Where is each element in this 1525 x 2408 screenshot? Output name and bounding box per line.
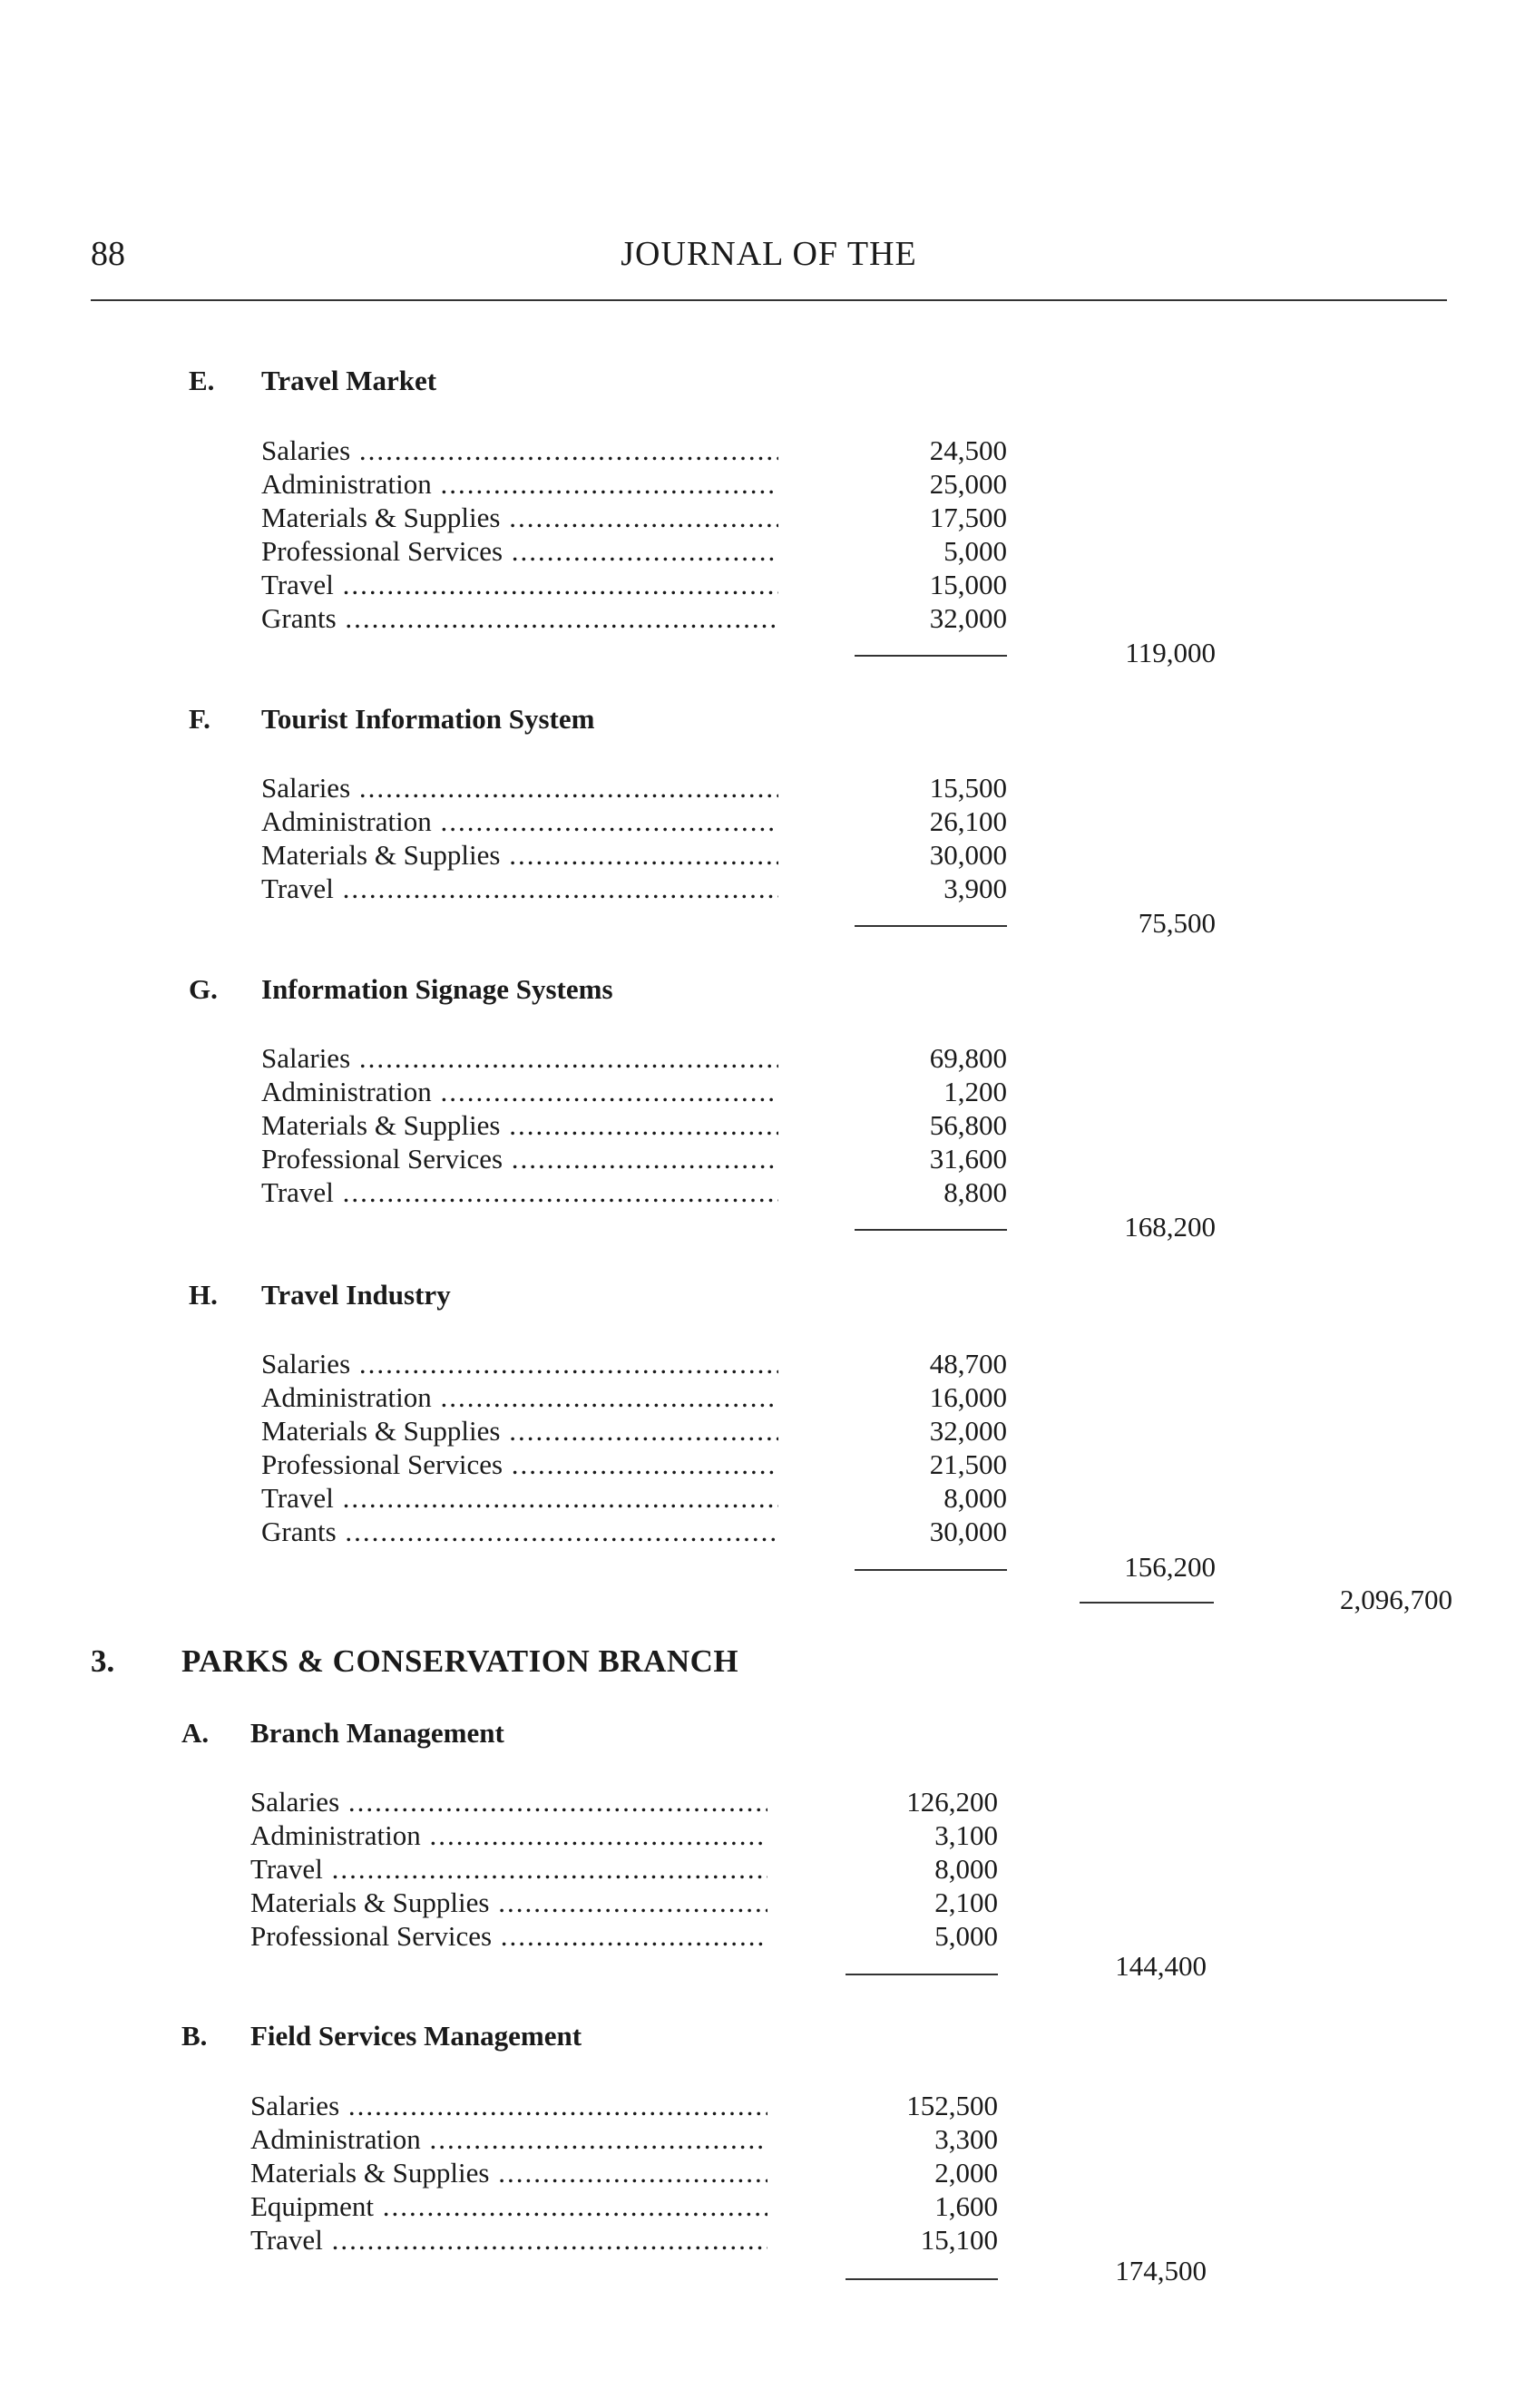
item-label: Salaries ..... xyxy=(261,772,778,804)
item-value: 15,000 xyxy=(929,569,1007,600)
list-item xyxy=(0,1786,1525,1819)
item-label: Travel ..... xyxy=(250,2224,767,2257)
list-item xyxy=(0,2224,1525,2257)
branch-number: 3. xyxy=(91,1643,115,1679)
section-total: 156,200 xyxy=(1124,1551,1216,1583)
item-value: 69,800 xyxy=(929,1042,1007,1074)
item-label: Salaries ..... xyxy=(261,1042,778,1075)
item-label: Grants ..... xyxy=(261,602,778,635)
page-header xyxy=(91,234,1447,279)
branch-title: PARKS & CONSERVATION BRANCH xyxy=(181,1643,739,1679)
section-total: 144,400 xyxy=(1115,1950,1207,1982)
item-label: Professional Services ..... xyxy=(261,535,778,568)
list-item xyxy=(0,434,1525,468)
section-letter: G. xyxy=(189,973,218,1005)
item-value: 15,100 xyxy=(920,2224,998,2256)
list-item xyxy=(0,1415,1525,1448)
list-item xyxy=(0,1482,1525,1516)
section-title: Travel Market xyxy=(261,365,437,396)
item-label: Travel ..... xyxy=(250,1853,767,1886)
list-item xyxy=(0,1176,1525,1210)
item-value: 3,900 xyxy=(943,873,1007,904)
list-item xyxy=(0,1109,1525,1143)
section-letter: F. xyxy=(189,703,210,735)
item-value: 5,000 xyxy=(943,535,1007,567)
item-value: 31,600 xyxy=(929,1143,1007,1175)
item-value: 5,000 xyxy=(934,1920,998,1952)
section-letter: H. xyxy=(189,1279,218,1311)
list-item xyxy=(0,1886,1525,1920)
list-item xyxy=(0,602,1525,636)
item-label: Administration ..... xyxy=(261,805,778,838)
list-item xyxy=(0,1853,1525,1886)
section-title: Tourist Information System xyxy=(261,703,595,735)
item-label: Travel ..... xyxy=(261,1482,778,1515)
section-title: Field Services Management xyxy=(250,2020,582,2052)
grand-total-rule xyxy=(1080,1602,1214,1604)
item-value: 3,100 xyxy=(934,1819,998,1851)
item-label: Professional Services ..... xyxy=(261,1143,778,1175)
item-value: 8,800 xyxy=(943,1176,1007,1208)
item-value: 1,600 xyxy=(934,2190,998,2222)
item-label: Administration ..... xyxy=(261,1076,778,1108)
item-value: 8,000 xyxy=(934,1853,998,1885)
list-item xyxy=(0,2090,1525,2123)
list-item xyxy=(0,1042,1525,1076)
list-item xyxy=(0,772,1525,805)
item-value: 48,700 xyxy=(929,1348,1007,1379)
subtotal-rule xyxy=(855,1229,1007,1231)
item-value: 2,100 xyxy=(934,1886,998,1918)
item-label: Salaries ..... xyxy=(250,2090,767,2122)
item-value: 26,100 xyxy=(929,805,1007,837)
subtotal-rule xyxy=(855,1569,1007,1571)
item-label: Equipment ..... xyxy=(250,2190,767,2223)
section-letter: E. xyxy=(189,365,215,396)
item-label: Salaries ..... xyxy=(261,1348,778,1380)
item-value: 2,000 xyxy=(934,2157,998,2189)
list-item xyxy=(0,569,1525,602)
item-label: Salaries ..... xyxy=(250,1786,767,1818)
grand-total: 2,096,700 xyxy=(1340,1584,1452,1615)
item-value: 30,000 xyxy=(929,1516,1007,1547)
item-label: Materials & Supplies ..... xyxy=(261,1109,778,1142)
list-item xyxy=(0,2123,1525,2157)
list-item xyxy=(0,2190,1525,2224)
item-value: 8,000 xyxy=(943,1482,1007,1514)
section-letter: A. xyxy=(181,1717,210,1749)
item-value: 21,500 xyxy=(929,1448,1007,1480)
item-label: Travel ..... xyxy=(261,1176,778,1209)
section-title: Branch Management xyxy=(250,1717,504,1749)
item-label: Materials & Supplies ..... xyxy=(250,2157,767,2189)
section-total: 119,000 xyxy=(1125,637,1216,668)
item-label: Administration ..... xyxy=(261,1381,778,1414)
item-label: Materials & Supplies ..... xyxy=(261,839,778,872)
list-item xyxy=(0,468,1525,502)
item-value: 15,500 xyxy=(929,772,1007,804)
item-label: Salaries ..... xyxy=(261,434,778,467)
item-value: 17,500 xyxy=(929,502,1007,533)
item-label: Materials & Supplies ..... xyxy=(250,1886,767,1919)
item-value: 25,000 xyxy=(929,468,1007,500)
item-label: Travel ..... xyxy=(261,873,778,905)
item-label: Administration ..... xyxy=(261,468,778,501)
item-label: Travel ..... xyxy=(261,569,778,601)
item-value: 24,500 xyxy=(929,434,1007,466)
item-label: Materials & Supplies ..... xyxy=(261,502,778,534)
subtotal-rule xyxy=(846,2278,998,2280)
item-label: Materials & Supplies ..... xyxy=(261,1415,778,1448)
item-label: Grants ..... xyxy=(261,1516,778,1548)
item-value: 56,800 xyxy=(929,1109,1007,1141)
list-item xyxy=(0,1348,1525,1381)
list-item xyxy=(0,1516,1525,1549)
section-title: Travel Industry xyxy=(261,1279,451,1311)
subtotal-rule xyxy=(846,1974,998,1975)
section-letter: B. xyxy=(181,2020,208,2052)
item-label: Professional Services ..... xyxy=(250,1920,767,1953)
list-item xyxy=(0,805,1525,839)
list-item xyxy=(0,1076,1525,1109)
page-number: 88 xyxy=(91,235,125,273)
list-item xyxy=(0,1819,1525,1853)
item-value: 1,200 xyxy=(943,1076,1007,1107)
item-value: 152,500 xyxy=(906,2090,998,2121)
item-label: Professional Services ..... xyxy=(261,1448,778,1481)
list-item xyxy=(0,873,1525,906)
item-value: 3,300 xyxy=(934,2123,998,2155)
list-item xyxy=(0,1448,1525,1482)
item-value: 126,200 xyxy=(906,1786,998,1818)
section-title: Information Signage Systems xyxy=(261,973,613,1005)
list-item xyxy=(0,839,1525,873)
item-value: 16,000 xyxy=(929,1381,1007,1413)
item-label: Administration ..... xyxy=(250,1819,767,1852)
subtotal-rule xyxy=(855,655,1007,657)
list-item xyxy=(0,1143,1525,1176)
header-rule xyxy=(91,299,1447,301)
list-item xyxy=(0,1381,1525,1415)
list-item xyxy=(0,502,1525,535)
section-total: 174,500 xyxy=(1115,2255,1207,2286)
list-item xyxy=(0,535,1525,569)
item-value: 30,000 xyxy=(929,839,1007,871)
section-total: 75,500 xyxy=(1138,907,1216,939)
section-total: 168,200 xyxy=(1124,1211,1216,1243)
item-value: 32,000 xyxy=(929,602,1007,634)
list-item xyxy=(0,1920,1525,1954)
list-item xyxy=(0,2157,1525,2190)
journal-title: JOURNAL OF THE xyxy=(621,235,917,273)
item-label: Administration ..... xyxy=(250,2123,767,2156)
subtotal-rule xyxy=(855,925,1007,927)
item-value: 32,000 xyxy=(929,1415,1007,1447)
